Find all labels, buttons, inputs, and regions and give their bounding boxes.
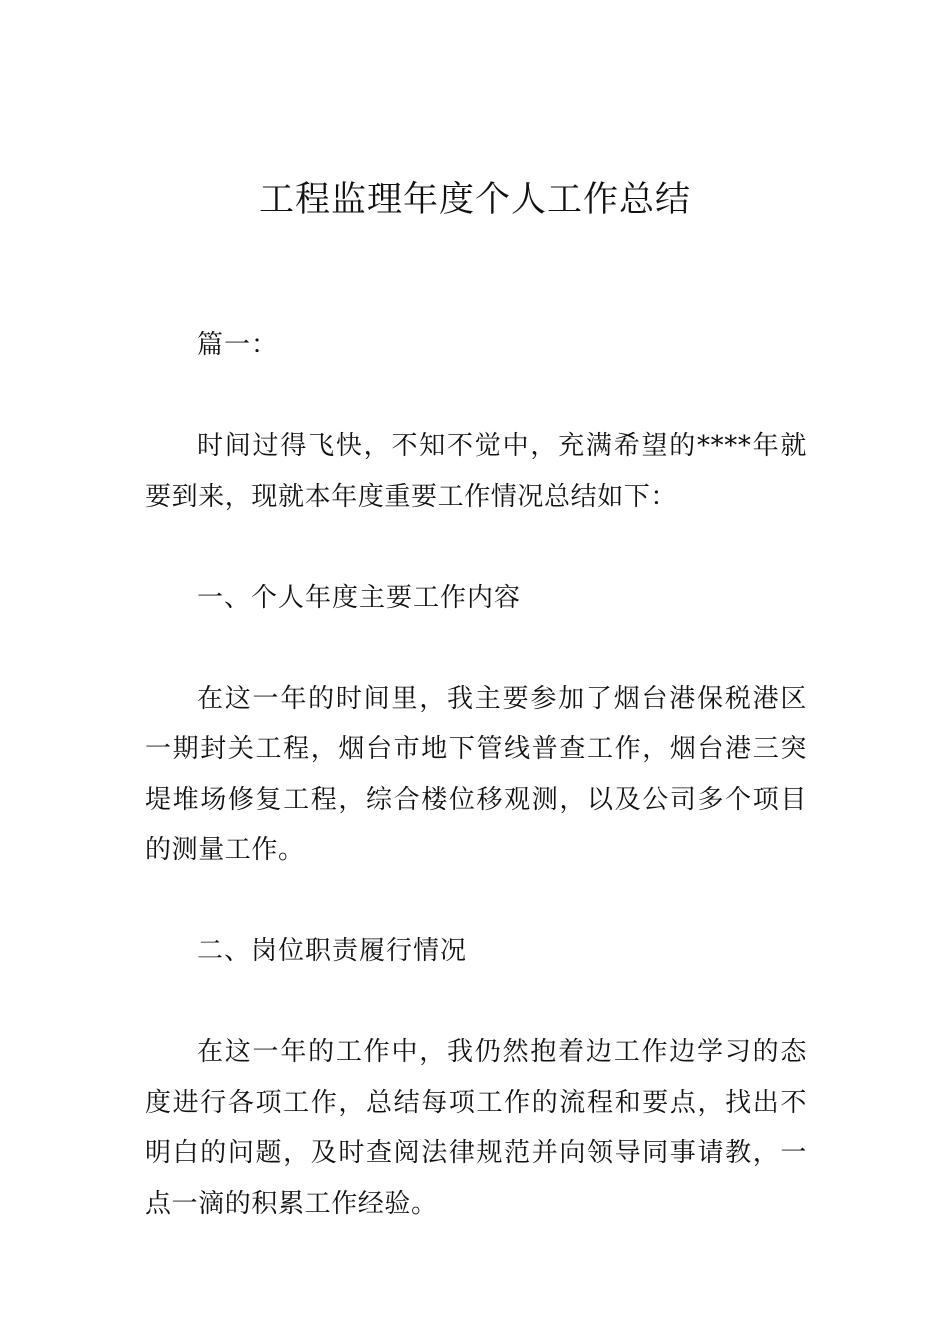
work-content-paragraph: 在这一年的时间里，我主要参加了烟台港保税港区一期封关工程，烟台市地下管线普查工作，烟台港三突堤堆场修复工程，综合楼位移观测，以及公司多个项目的测量工作。 — [145, 683, 807, 865]
document-title: 工程监理年度个人工作总结 — [258, 180, 691, 220]
intro-paragraph: 时间过得飞快，不知不觉中，充满希望的****年就要到来，现就本年度重要工作情况总结如下： — [145, 431, 807, 512]
section-label: 篇一： — [197, 330, 279, 360]
section-heading-1: 一、个人年度主要工作内容 — [197, 582, 522, 613]
section-heading-2: 二、岗位职责履行情况 — [197, 936, 468, 966]
document-body — [145, 320, 807, 1280]
duty-paragraph: 在这一年的工作中，我仍然抱着边工作边学习的态度进行各项工作，总结每项工作的流程和要点，找出不明白的问题，及时查阅法律规范并向领导同事请教，一点一滴的积累工作经验。 — [145, 1037, 807, 1219]
